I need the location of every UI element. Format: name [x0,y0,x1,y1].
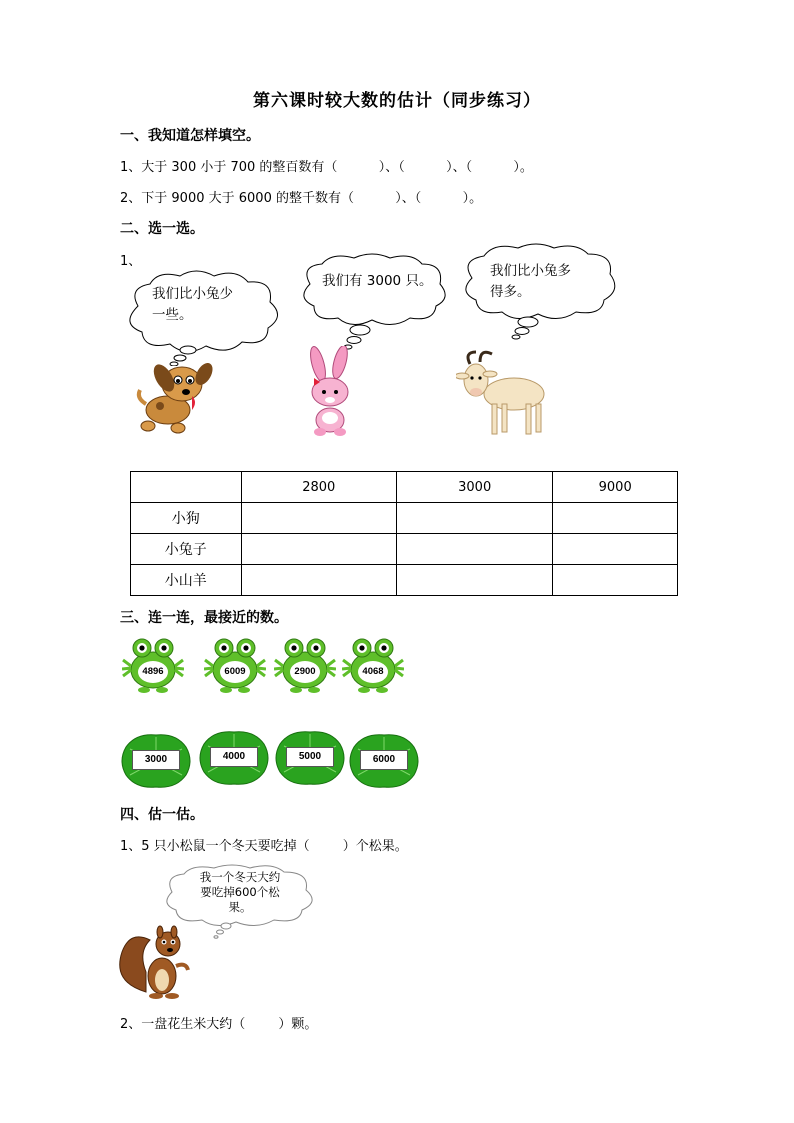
leaf-card[interactable] [274,730,346,786]
frog-number: 4896 [142,666,164,677]
frog-card[interactable] [274,636,336,694]
question-4-1: 1、5 只小松鼠一个冬天要吃掉（ ）个松果。 [120,839,408,854]
leaf-card[interactable] [348,733,420,789]
dog-illustration [134,360,216,438]
answer-cell[interactable] [241,534,396,565]
answer-cell[interactable] [396,534,552,565]
goat-bubble-text: 我们比小兔多 得多。 [490,263,571,300]
rabbit-bubble-text: 我们有 3000 只。 [322,273,433,289]
answer-cell[interactable] [241,565,396,596]
leaf-card[interactable] [120,733,192,789]
section1-heading: 一、我知道怎样填空。 [120,128,260,144]
answer-cell[interactable] [553,534,678,565]
frog-number: 6009 [224,666,246,677]
frog-card[interactable] [342,636,404,694]
row-label: 小狗 [131,503,242,534]
row-label: 小兔子 [131,534,242,565]
answer-cell[interactable] [396,503,552,534]
frog-icon [342,636,404,694]
goat-illustration [456,350,552,440]
frog-icon [122,636,184,694]
leaf-card[interactable] [198,730,270,786]
choice-table [130,471,678,596]
frog-number: 2900 [294,666,316,677]
question-4-2: 2、一盘花生米大约（ ）颗。 [120,1017,318,1032]
leaf-number: 4000 [210,747,258,767]
answer-cell[interactable] [241,503,396,534]
question-1-2: 2、下于 9000 大于 6000 的整千数有（ ）、（ ）。 [120,191,483,206]
table-header-cell: 3000 [396,472,552,503]
answer-cell[interactable] [396,565,552,596]
section3-heading: 三、连一连，最接近的数。 [120,610,288,626]
frog-card[interactable] [122,636,184,694]
leaf-number: 5000 [286,747,334,767]
table-row [131,534,678,565]
question-1-1: 1、大于 300 小于 700 的整百数有（ ）、（ ）、（ ）。 [120,160,533,175]
page-title: 第六课时较大数的估计（同步练习） [253,91,541,111]
section2-heading: 二、选一选。 [120,221,204,237]
table-header-row [131,472,678,503]
table-header-cell: 2800 [241,472,396,503]
table-row [131,565,678,596]
question-2-1-label: 1、 [120,254,142,269]
squirrel-bubble-text: 我一个冬天大约 要吃掉600个松 果。 [199,870,281,914]
leaf-number: 6000 [360,750,408,770]
table-header-cell [131,472,242,503]
frog-number: 4068 [362,666,384,677]
table-row [131,503,678,534]
frog-card[interactable] [204,636,266,694]
frog-icon [274,636,336,694]
rabbit-thought-bubble [292,250,452,350]
answer-cell[interactable] [553,503,678,534]
answer-cell[interactable] [553,565,678,596]
frog-icon [204,636,266,694]
squirrel-illustration [116,922,196,1002]
rabbit-illustration [300,346,364,438]
dog-bubble-text: 我们比小兔少 一些。 [152,286,233,323]
row-label: 小山羊 [131,565,242,596]
leaf-number: 3000 [132,750,180,770]
section4-heading: 四、估一估。 [120,807,204,823]
table-header-cell: 9000 [553,472,678,503]
